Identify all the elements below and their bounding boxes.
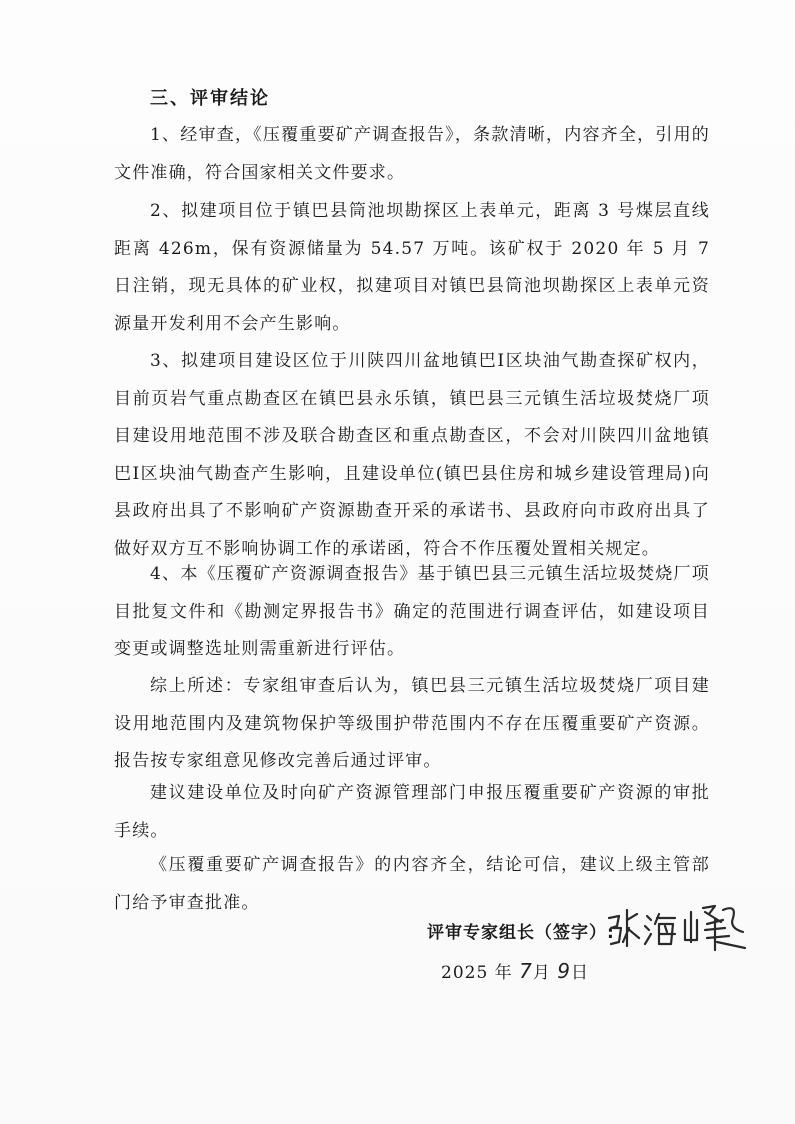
date-day: 9 bbox=[557, 959, 571, 983]
recommendation-paragraph: 建议建设单位及时向矿产资源管理部门申报压覆重要矿产资源的审批手续。 bbox=[114, 783, 710, 841]
date-month-unit: 月 bbox=[532, 963, 551, 983]
date-month: 7 bbox=[519, 959, 533, 983]
paragraph-2: 2、拟建项目位于镇巴县筒池坝勘探区上表单元，距离 3 号煤层直线距离 426m，保有资源储量为 54.57 万吨。该矿权于 2020 年 5 月 7 日注销，现无具体的矿业权，拟建项目对镇巴县筒池坝勘探区上表单元资源量开发利用不会产生影响。 bbox=[114, 201, 710, 334]
signature-label: 评审专家组长（签字）: bbox=[427, 923, 615, 943]
section-heading: 三、评审结论 bbox=[150, 88, 270, 109]
approval-paragraph: 《压覆重要矿产调查报告》的内容齐全，结论可信，建议上级主管部门给予审查批准。 bbox=[114, 855, 710, 913]
paragraph-3: 3、拟建项目建设区位于川陕四川盆地镇巴Ⅰ区块油气勘查探矿权内，目前页岩气重点勘查区在镇巴县永乐镇，镇巴县三元镇生活垃圾焚烧厂项目建设用地范围不涉及联合勘查区和重点勘查区，不会对川陕四川盆地镇巴Ⅰ区块油气勘查产生影响，且建设单位(镇巴县住房和城乡建设管理局)向县政府出具了不影响矿产资源勘查开采的承诺书、县政府向市政府出具了做好双方互不影响协调工作的承诺函，符合不作压覆处置相关规定。 bbox=[114, 351, 710, 559]
handwritten-signature bbox=[605, 898, 755, 958]
paragraph-4: 4、本《压覆矿产资源调查报告》基于镇巴县三元镇生活垃圾焚烧厂项目批复文件和《勘测定界报告书》确定的范围进行调查评估，如建设项目变更或调整选址则需重新进行评估。 bbox=[114, 564, 710, 659]
date-year: 2025 年 bbox=[441, 963, 513, 983]
date-day-unit: 日 bbox=[570, 963, 589, 983]
summary-paragraph: 综上所述：专家组审查后认为，镇巴县三元镇生活垃圾焚烧厂项目建设用地范围内及建筑物保护等级围护带范围内不存在压覆重要矿产资源。报告按专家组意见修改完善后通过评审。 bbox=[114, 676, 710, 771]
paragraph-1: 1、经审查，《压覆重要矿产调查报告》，条款清晰，内容齐全，引用的文件准确，符合国家相关文件要求。 bbox=[114, 125, 710, 183]
signature-date bbox=[441, 958, 589, 983]
